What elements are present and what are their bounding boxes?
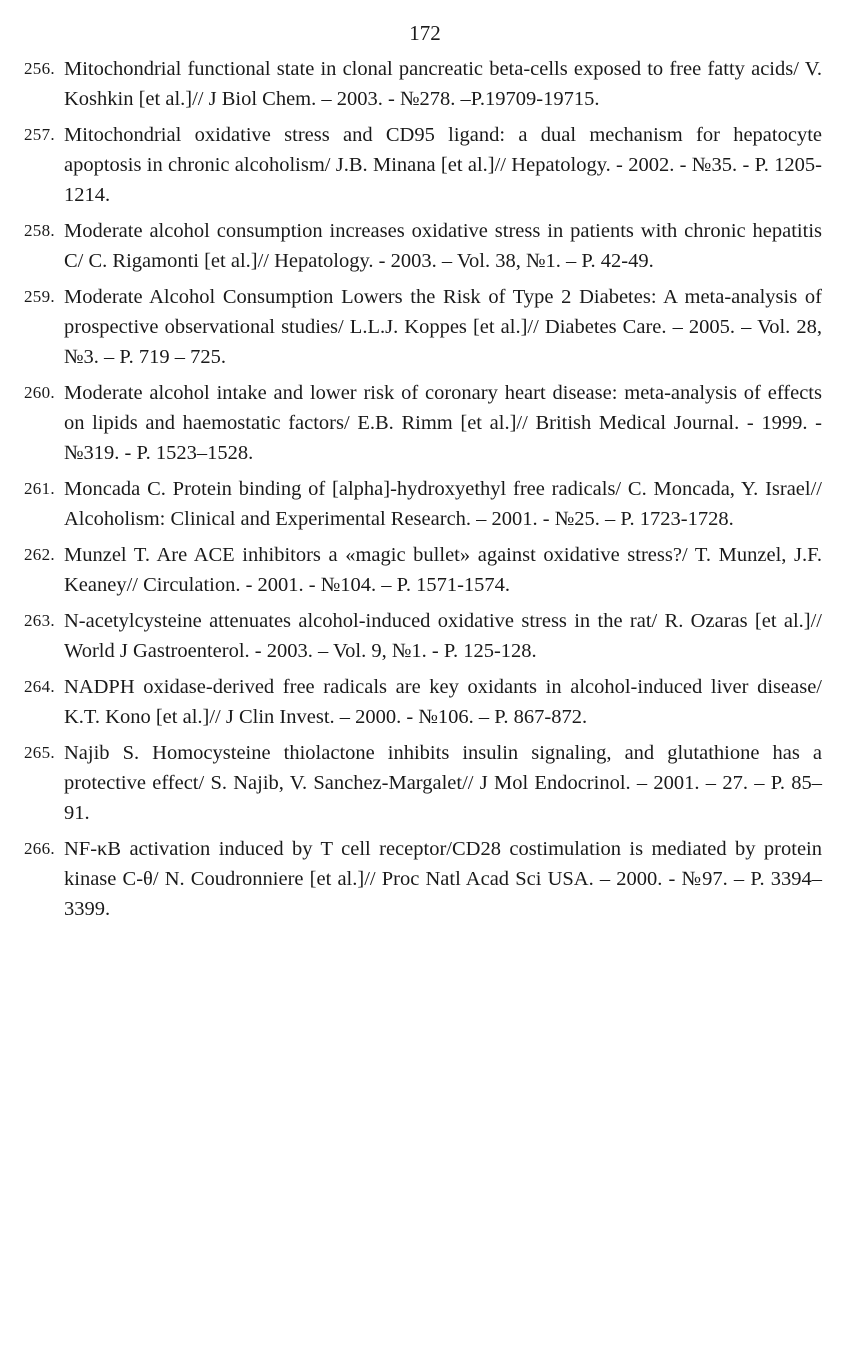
reference-text: NADPH oxidase-derived free radicals are key oxidants in alcohol-induced liver disease/ K.T. Kono [et al.]// J Clin Invest. – 2000. - №106. – P. 867-872.: [64, 676, 822, 728]
reference-text: Moderate Alcohol Consumption Lowers the Risk of Type 2 Diabetes: A meta-analysis of prospective observational studies/ L.L.J. Koppes [et al.]// Diabetes Care. – 2005. – Vol. 28, №3. – P. 719 – 725.: [64, 286, 822, 368]
reference-text: Najib S. Homocysteine thiolactone inhibits insulin signaling, and glutathione has a protective effect/ S. Najib, V. Sanchez-Margalet// J Mol Endocrinol. – 2001. – 27. – P. 85–91.: [64, 742, 822, 824]
reference-text: Mitochondrial oxidative stress and CD95 ligand: a dual mechanism for hepatocyte apoptosis in chronic alcoholism/ J.B. Minana [et al.]// Hepatology. - 2002. - №35. - P. 1205-1214.: [64, 124, 822, 206]
reference-item: [0, 54, 850, 114]
reference-number: 261.: [24, 479, 55, 498]
reference-item: [0, 474, 850, 534]
reference-number: 262.: [24, 545, 55, 564]
reference-number: 260.: [24, 383, 55, 402]
reference-text: Moderate alcohol intake and lower risk of coronary heart disease: meta-analysis of effects on lipids and haemostatic factors/ E.B. Rimm [et al.]// British Medical Journal. - 1999. - №319. - P. 1523–1528.: [64, 382, 822, 464]
reference-item: [0, 120, 850, 210]
reference-item: [0, 378, 850, 468]
reference-item: [0, 834, 850, 924]
reference-number: 264.: [24, 677, 55, 696]
reference-text: Moderate alcohol consumption increases oxidative stress in patients with chronic hepatitis C/ C. Rigamonti [et al.]// Hepatology. - 2003. – Vol. 38, №1. – P. 42-49.: [64, 220, 822, 272]
reference-item: [0, 672, 850, 732]
reference-number: 257.: [24, 125, 55, 144]
reference-number: 258.: [24, 221, 55, 240]
reference-item: [0, 738, 850, 828]
reference-item: [0, 282, 850, 372]
reference-number: 256.: [24, 59, 55, 78]
reference-number: 266.: [24, 839, 55, 858]
reference-text: NF-κB activation induced by T cell receptor/CD28 costimulation is mediated by protein kinase C-θ/ N. Coudronniere [et al.]// Proc Natl Acad Sci USA. – 2000. - №97. – P. 3394–3399.: [64, 838, 822, 920]
page-number: 172: [409, 21, 441, 45]
reference-text: Munzel T. Are ACE inhibitors a «magic bullet» against oxidative stress?/ T. Munzel, J.F. Keaney// Circulation. - 2001. - №104. – P. 1571-1574.: [64, 544, 822, 596]
reference-number: 265.: [24, 743, 55, 762]
reference-list: [0, 54, 850, 930]
reference-text: Moncada C. Protein binding of [alpha]-hydroxyethyl free radicals/ C. Moncada, Y. Israel// Alcoholism: Clinical and Experimental Research. – 2001. - №25. – P. 1723-1728.: [64, 478, 822, 530]
reference-number: 259.: [24, 287, 55, 306]
reference-text: N-acetylcysteine attenuates alcohol-induced oxidative stress in the rat/ R. Ozaras [et al.]// World J Gastroenterol. - 2003. – Vol. 9, №1. - P. 125-128.: [64, 610, 822, 662]
reference-number: 263.: [24, 611, 55, 630]
reference-item: [0, 606, 850, 666]
reference-item: [0, 216, 850, 276]
reference-text: Mitochondrial functional state in clonal pancreatic beta-cells exposed to free fatty acids/ V. Koshkin [et al.]// J Biol Chem. – 2003. - №278. –P.19709-19715.: [64, 58, 822, 110]
reference-item: [0, 540, 850, 600]
